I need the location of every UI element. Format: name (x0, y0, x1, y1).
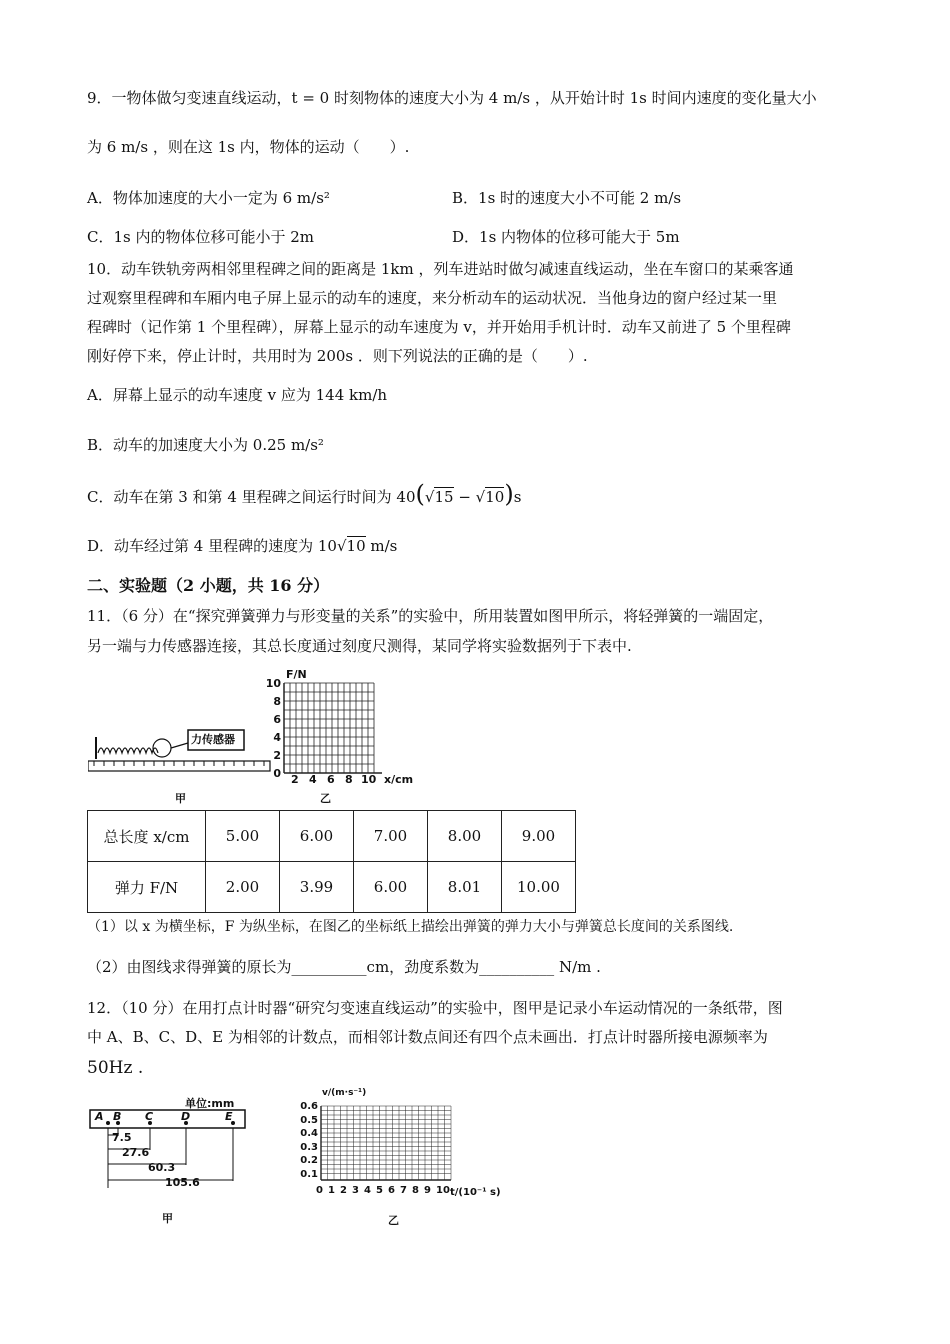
q11-sub2[interactable]: （2）由图线求得弹簧的原长为__________cm，劲度系数为__________ N/m . (87, 958, 601, 976)
table-cell: 6.00 (280, 811, 354, 862)
t-tick: 7 (400, 1185, 407, 1196)
t-tick: 3 (352, 1185, 359, 1196)
q10-c-prefix: C．动车在第 3 和第 4 里程碑之间运行时间为 40 (87, 488, 416, 506)
q10-c-minus: − (458, 488, 471, 506)
q10-c-radicand2: 10 (485, 488, 505, 506)
q10-d-unit: m/s (370, 537, 398, 555)
tape-distance-1: 7.5 (112, 1131, 132, 1144)
q11-x-axis-label: x/cm (384, 773, 414, 786)
v-tick: 0.3 (300, 1141, 318, 1153)
sqrt-symbol: √ (424, 488, 435, 506)
t-tick: 10 (436, 1185, 450, 1196)
x-tick: 10 (361, 773, 377, 786)
q11-data-table (87, 810, 576, 913)
q11-stem-line2: 另一端与力传感器连接，其总长度通过刻度尺测得，某同学将实验数据列于下表中. (87, 637, 632, 655)
x-tick: 2 (291, 773, 299, 786)
t-tick: 8 (412, 1185, 419, 1196)
v-tick: 0.5 (300, 1114, 318, 1126)
q11-stem-line1: 11．（6 分）在“探究弹簧弹力与形变量的关系”的实验中，所用装置如图甲所示，将轻弹簧的一端固定， (87, 607, 774, 625)
table-cell: 5.00 (206, 811, 280, 862)
table-cell: 8.00 (428, 811, 502, 862)
q10-c-radicand1: 15 (434, 488, 454, 506)
sqrt-symbol: √ (475, 488, 486, 506)
q10-stem-line4: 刚好停下来，停止计时，共用时为 200s ．则下列说法的正确的是（ ）. (87, 347, 588, 365)
q11-fig-b-caption: 乙 (320, 792, 331, 805)
t-tick: 5 (376, 1185, 383, 1196)
t-tick: 1 (328, 1185, 335, 1196)
q9-stem-line1: 9．一物体做匀变速直线运动，t = 0 时刻物体的速度大小为 4 m/s ，从开始计时 1s 时间内速度的变化量大小 (87, 89, 817, 107)
q9-option-b[interactable]: B．1s 时的速度大小不可能 2 m/s (452, 189, 682, 207)
q9-option-c[interactable]: C．1s 内的物体位移可能小于 2m (87, 228, 315, 246)
q10-stem-line3: 程碑时（记作第 1 个里程碑），屏幕上显示的动车速度为 v，并开始用手机计时．动车又前进了 5 个里程碑 (87, 318, 791, 336)
q10-c-unit: s (513, 488, 522, 506)
q9-stem-line2: 为 6 m/s ，则在这 1s 内，物体的运动（ ）. (87, 138, 410, 156)
q10-d-prefix: D．动车经过第 4 里程碑的速度为 10 (87, 537, 337, 555)
point-label: B (113, 1110, 122, 1123)
t-tick: 0 (316, 1185, 323, 1196)
q11-y-axis-label: F/N (286, 668, 307, 681)
q11-fig-a-caption: 甲 (175, 792, 186, 805)
q10-option-d[interactable] (87, 536, 397, 556)
q12-v-ticks (296, 1101, 318, 1182)
y-tick: 6 (273, 713, 281, 726)
q10-option-c[interactable]: C．动车在第 3 和第 4 里程碑之间运行时间为 40(√15 − √10)s (87, 480, 522, 508)
q9-option-d[interactable]: D．1s 内物体的位移可能大于 5m (452, 228, 680, 246)
y-tick: 10 (265, 677, 281, 690)
v-tick: 0.6 (300, 1101, 318, 1112)
t-tick: 4 (364, 1185, 371, 1196)
y-tick: 8 (273, 695, 281, 708)
t-tick: 6 (388, 1185, 395, 1196)
q10-option-a[interactable]: A．屏幕上显示的动车速度 v 应为 144 km/h (87, 386, 388, 404)
tape-distance-2: 27.6 (122, 1146, 150, 1159)
q9-option-a[interactable]: A．物体加速度的大小一定为 6 m/s² (87, 189, 330, 207)
q12-fig-a-caption: 甲 (162, 1212, 173, 1225)
v-tick: 0.1 (300, 1168, 318, 1180)
y-tick: 0 (273, 767, 281, 780)
table-cell: 9.00 (502, 811, 576, 862)
sqrt-symbol: √ (336, 537, 347, 555)
tape-unit-label: 单位:mm (185, 1097, 235, 1110)
point-label: A (95, 1110, 104, 1123)
table-row (88, 862, 576, 913)
v-tick: 0.4 (300, 1128, 318, 1139)
table-cell: 6.00 (354, 862, 428, 913)
table-header-force: 弹力 F/N (88, 862, 206, 913)
q12-fig-b-caption: 乙 (388, 1214, 399, 1227)
q10-stem-line1: 10．动车铁轨旁两相邻里程碑之间的距离是 1km ，列车进站时做匀减速直线运动，坐在车窗口的某乘客通 (87, 260, 794, 278)
t-tick: 2 (340, 1185, 347, 1196)
sensor-label: 力传感器 (191, 733, 235, 746)
y-tick: 4 (273, 731, 281, 744)
y-tick: 2 (273, 749, 281, 762)
table-cell: 7.00 (354, 811, 428, 862)
t-tick: 9 (424, 1185, 431, 1196)
q11-y-ticks (263, 677, 281, 785)
q12-stem-line3: 50Hz . (87, 1058, 144, 1078)
point-label: D (181, 1110, 191, 1123)
tape-distance-4: 105.6 (165, 1176, 200, 1189)
table-cell: 3.99 (280, 862, 354, 913)
table-cell: 2.00 (206, 862, 280, 913)
q12-stem-line2: 中 A、B、C、D、E 为相邻的计数点，而相邻计数点间还有四个点未画出．打点计时器所接电源频率为 (87, 1028, 768, 1046)
x-tick: 8 (345, 773, 353, 786)
v-tick: 0.2 (300, 1155, 318, 1166)
section-heading: 二、实验题（2 小题，共 16 分） (87, 576, 330, 595)
point-label: C (145, 1110, 154, 1123)
table-row (88, 811, 576, 862)
q12-grid-figure (316, 1098, 456, 1188)
table-cell: 8.01 (428, 862, 502, 913)
q10-d-radicand: 10 (346, 537, 366, 555)
tape-distance-3: 60.3 (148, 1161, 176, 1174)
x-tick: 4 (309, 773, 317, 786)
table-cell: 10.00 (502, 862, 576, 913)
q12-stem-line1: 12．（10 分）在用打点计时器“研究匀变速直线运动”的实验中，图甲是记录小车运动情况的一条纸带，图 (87, 999, 783, 1017)
q12-t-axis-label: t/(10⁻¹ s) (450, 1187, 501, 1198)
q12-v-axis-label: v/(m·s⁻¹) (322, 1088, 367, 1098)
q10-stem-line2: 过观察里程碑和车厢内电子屏上显示的动车的速度，来分析动车的运动状况．当他身边的窗户经过某一里 (87, 289, 778, 307)
q11-sub1: （1）以 x 为横坐标，F 为纵坐标，在图乙的坐标纸上描绘出弹簧的弹力大小与弹簧总长度间的关系图线. (87, 919, 734, 935)
point-label: E (225, 1110, 233, 1123)
table-header-length: 总长度 x/cm (88, 811, 206, 862)
q10-option-b[interactable]: B．动车的加速度大小为 0.25 m/s² (87, 436, 324, 454)
x-tick: 6 (327, 773, 335, 786)
